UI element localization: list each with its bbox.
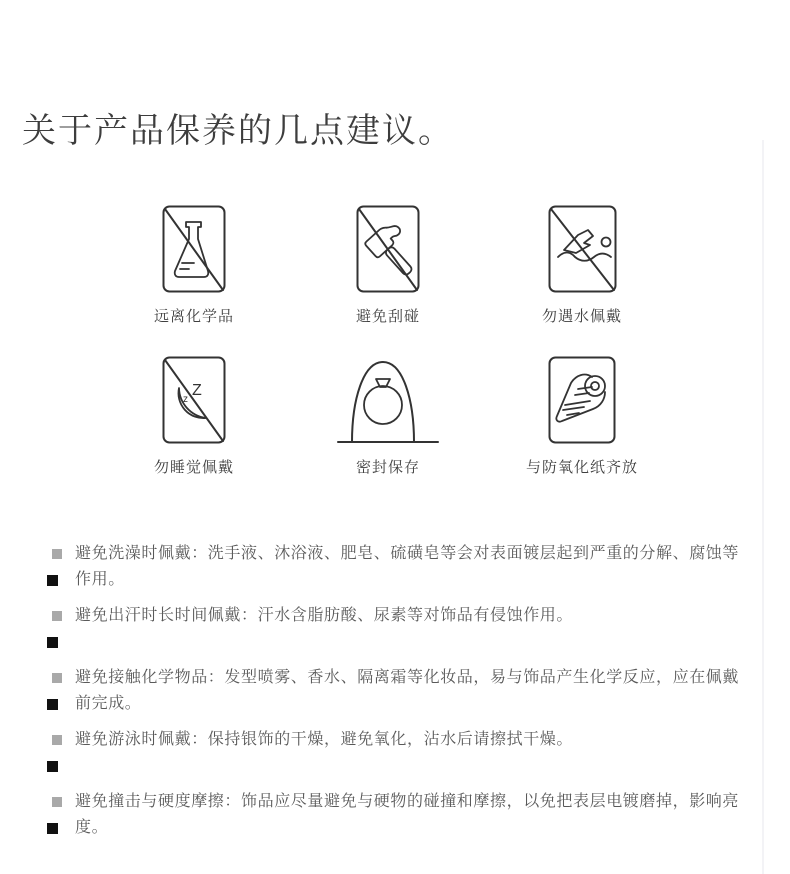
care-icon-grid (97, 205, 679, 477)
icon-cell-sealed-storage (291, 356, 485, 477)
icon-cell-anti-oxidation-paper (485, 356, 679, 477)
no-chemicals-icon (162, 205, 226, 293)
gray-square-bullet-icon (52, 549, 62, 559)
tip-markers (42, 603, 75, 655)
page-title: 关于产品保养的几点建议。 (22, 111, 454, 150)
svg-text:Z: Z (192, 382, 202, 399)
tip-item (42, 665, 742, 717)
gray-square-bullet-icon (52, 611, 62, 621)
black-square-bullet-icon (47, 823, 58, 834)
icon-label-no-scratch: 避免刮碰 (355, 308, 420, 325)
icon-cell-no-sleep (97, 356, 291, 477)
tip-text: 避免撞击与硬度摩擦：饰品应尽量避免与硬物的碰撞和摩擦，以免把表层电镀磨掉，影响亮度。 (75, 793, 740, 836)
tip-markers (42, 665, 75, 717)
no-sleep-icon (162, 356, 226, 444)
tip-text: 避免游泳时佩戴：保持银饰的干燥，避免氧化，沾水后请擦拭干燥。 (75, 731, 574, 748)
icon-label-no-water: 勿遇水佩戴 (541, 308, 622, 325)
icon-label-anti-oxidation-paper: 与防氧化纸齐放 (525, 459, 638, 476)
black-square-bullet-icon (47, 699, 58, 710)
tip-markers (42, 541, 75, 593)
no-scratch-icon (356, 205, 420, 293)
tip-markers (42, 789, 75, 841)
tip-item (42, 727, 742, 779)
black-square-bullet-icon (47, 575, 58, 586)
tip-text: 避免洗澡时佩戴：洗手液、沐浴液、肥皂、硫磺皂等会对表面镀层起到严重的分解、腐蚀等作用。 (75, 545, 740, 588)
sealed-storage-icon (337, 356, 439, 444)
icon-cell-no-scratch (291, 205, 485, 326)
black-square-bullet-icon (47, 761, 58, 772)
gray-square-bullet-icon (52, 797, 62, 807)
tip-markers (42, 727, 75, 779)
gray-square-bullet-icon (52, 673, 62, 683)
black-square-bullet-icon (47, 637, 58, 648)
icon-cell-no-water (485, 205, 679, 326)
icon-cell-no-chemicals (97, 205, 291, 326)
gray-square-bullet-icon (52, 735, 62, 745)
no-water-icon (548, 205, 617, 293)
tip-item (42, 541, 742, 593)
icon-label-no-chemicals: 远离化学品 (153, 308, 234, 325)
care-tips-list (42, 541, 742, 851)
svg-text:z: z (183, 394, 188, 405)
icon-label-no-sleep: 勿睡觉佩戴 (153, 459, 234, 476)
page-right-divider (762, 140, 764, 874)
anti-oxidation-paper-icon (548, 356, 616, 444)
tip-item (42, 789, 742, 841)
tip-text: 避免接触化学物品：发型喷雾、香水、隔离霜等化妆品，易与饰品产生化学反应，应在佩戴前完成。 (75, 669, 740, 712)
tip-item (42, 603, 742, 655)
icon-label-sealed-storage: 密封保存 (355, 459, 420, 476)
tip-text: 避免出汗时长时间佩戴：汗水含脂肪酸、尿素等对饰品有侵蚀作用。 (75, 607, 574, 624)
